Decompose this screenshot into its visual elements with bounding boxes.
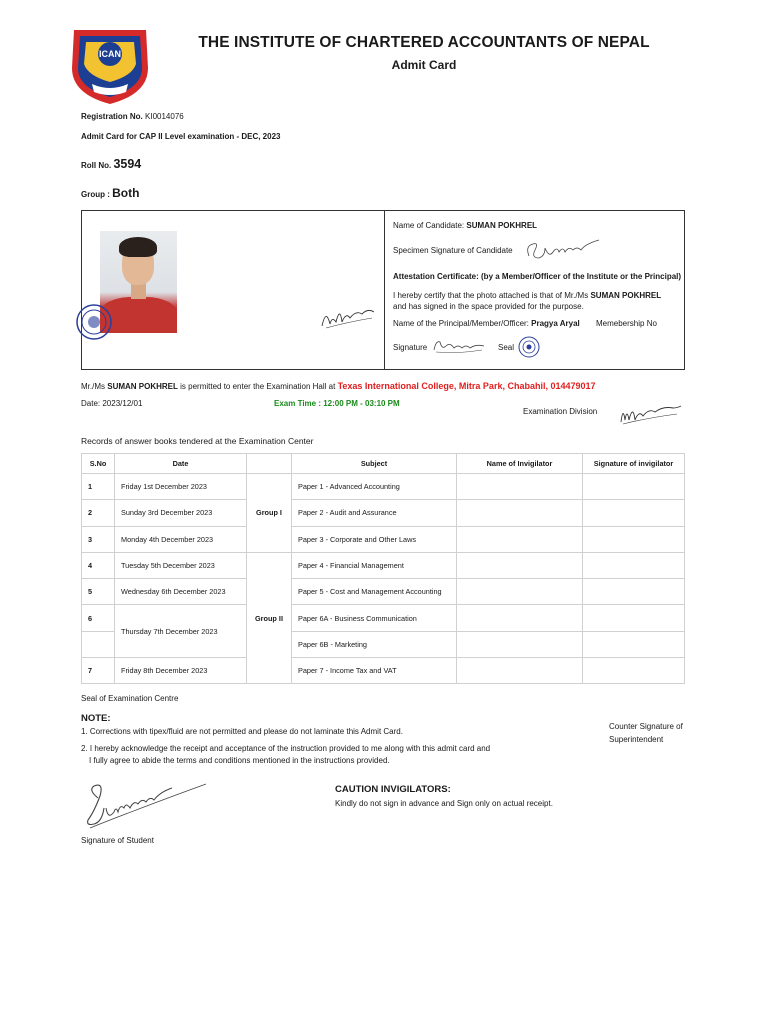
candidate-name-line [393, 221, 537, 230]
exam-time: Exam Time : 12:00 PM - 03:10 PM [274, 399, 400, 408]
membership-label: Memebership No [596, 319, 657, 328]
row-invigilator-signature [583, 658, 685, 684]
candidate-name-value: SUMAN POKHREL [466, 221, 538, 230]
row-invigilator-signature [583, 579, 685, 605]
attestation-heading: Attestation Certificate: (by a Member/Officer of the Institute or the Principal) [393, 272, 682, 281]
doc-title: Admit Card [391, 58, 457, 72]
counter-signature-label [609, 720, 699, 746]
principal-signature-label: Signature [393, 343, 428, 352]
permission-line [81, 381, 596, 391]
issue-date [81, 399, 142, 408]
exam-division-signature [617, 398, 683, 426]
row-invigilator-name [457, 500, 583, 526]
row-subject: Paper 3 - Corporate and Other Laws [292, 526, 457, 552]
specimen-signature-label: Specimen Signature of Candidate [393, 246, 513, 255]
row-date: Thursday 7th December 2023 [115, 605, 247, 658]
row-invigilator-signature [583, 631, 685, 657]
principal-signature [430, 336, 488, 356]
row-sno: 4 [82, 552, 115, 578]
counter-line-1: Counter Signature of [609, 722, 683, 731]
row-subject: Paper 4 - Financial Management [292, 552, 457, 578]
note-2-line-1: 2. I hereby acknowledge the receipt and acceptance of the instruction provided to me along with this admit card and [81, 744, 491, 753]
institution-seal-icon [75, 303, 113, 341]
principal-value: Pragya Aryal [531, 319, 580, 328]
roll-value: 3594 [113, 157, 142, 171]
permission-prefix: Mr./Ms [81, 382, 105, 391]
note-2-line-2: I fully agree to abide the terms and conditions mentioned in the instructions provided. [89, 756, 390, 765]
table-row [82, 552, 685, 578]
row-invigilator-name [457, 526, 583, 552]
row-subject: Paper 6A - Business Communication [292, 605, 457, 631]
attestation-name: SUMAN POKHREL [590, 291, 662, 300]
candidate-name-label: Name of Candidate: [393, 221, 465, 230]
attestation-pre: I hereby certify that the photo attached is that of Mr./Ms [393, 291, 589, 300]
col-invigilator-signature: Signature of invigilator [583, 454, 685, 474]
col-invigilator-name: Name of Invigilator [457, 454, 583, 474]
row-sno: 1 [82, 474, 115, 500]
row-invigilator-name [457, 552, 583, 578]
group-value: Both [112, 186, 140, 200]
attestor-signature [318, 296, 378, 332]
row-sno: 6 [82, 605, 115, 631]
records-caption: Records of answer books tendered at the Examination Center [81, 436, 314, 446]
row-date: Monday 4th December 2023 [115, 526, 247, 552]
row-subject: Paper 5 - Cost and Management Accounting [292, 579, 457, 605]
row-date: Friday 1st December 2023 [115, 474, 247, 500]
permission-name: SUMAN POKHREL [107, 382, 178, 391]
date-value: 2023/12/01 [102, 399, 143, 408]
row-invigilator-signature [583, 500, 685, 526]
row-invigilator-signature [583, 552, 685, 578]
row-subject: Paper 6B - Marketing [292, 631, 457, 657]
college-seal-icon [518, 336, 540, 358]
specimen-signature [523, 236, 603, 262]
note-1: 1. Corrections with tipex/fluid are not permitted and please do not laminate this Admit Card. [81, 727, 403, 736]
table-row [82, 526, 685, 552]
table-row [82, 605, 685, 631]
seal-label: Seal [498, 343, 515, 352]
principal-label: Name of the Principal/Member/Officer: [393, 319, 529, 328]
row-subject: Paper 2 - Audit and Assurance [292, 500, 457, 526]
row-sno: 2 [82, 500, 115, 526]
exam-division-label: Examination Division [523, 407, 598, 416]
col-subject: Subject [292, 454, 457, 474]
row-sno [82, 631, 115, 657]
principal-line [393, 319, 580, 328]
caution-text: Kindly do not sign in advance and Sign only on actual receipt. [335, 799, 553, 808]
row-invigilator-signature [583, 526, 685, 552]
records-table [81, 453, 685, 684]
table-row [82, 500, 685, 526]
registration-value: KI0014076 [145, 112, 184, 121]
row-invigilator-name [457, 579, 583, 605]
logo-text: ICAN [99, 49, 121, 59]
col-group [247, 454, 292, 474]
row-sno: 3 [82, 526, 115, 552]
records-header-row [82, 454, 685, 474]
row-date: Wednesday 6th December 2023 [115, 579, 247, 605]
permission-middle: is permitted to enter the Examination Hall at [180, 382, 336, 391]
attestation-post: and has signed in the space provided for the purpose. [393, 302, 584, 311]
note-heading: NOTE: [81, 713, 111, 724]
group-line [81, 186, 139, 200]
roll-label: Roll No. [81, 161, 112, 170]
counter-line-2: Superintendent [609, 735, 664, 744]
caution-heading: CAUTION INVIGILATORS: [335, 784, 451, 795]
row-date: Sunday 3rd December 2023 [115, 500, 247, 526]
row-sno: 7 [82, 658, 115, 684]
row-invigilator-name [457, 631, 583, 657]
date-label: Date: [81, 399, 101, 408]
table-row [82, 658, 685, 684]
row-invigilator-name [457, 474, 583, 500]
group-label: Group : [81, 190, 110, 199]
table-row [82, 579, 685, 605]
student-signature-label: Signature of Student [81, 836, 154, 845]
group-cell: Group II [247, 552, 292, 683]
col-sno: S.No [82, 454, 115, 474]
registration-label: Registration No. [81, 112, 143, 121]
roll-line [81, 157, 141, 171]
row-invigilator-signature [583, 605, 685, 631]
student-signature [80, 778, 210, 836]
group-cell: Group I [247, 474, 292, 553]
registration-line [81, 112, 184, 121]
org-title: THE INSTITUTE OF CHARTERED ACCOUNTANTS OF NEPAL [198, 34, 650, 51]
row-subject: Paper 7 - Income Tax and VAT [292, 658, 457, 684]
row-invigilator-name [457, 605, 583, 631]
seal-exam-centre-label: Seal of Examination Centre [81, 694, 179, 703]
attestation-text [393, 290, 673, 312]
row-sno: 5 [82, 579, 115, 605]
exam-venue: Texas International College, Mitra Park, Chabahil, 014479017 [337, 381, 596, 391]
row-subject: Paper 1 - Advanced Accounting [292, 474, 457, 500]
card-divider [384, 210, 385, 370]
row-date: Tuesday 5th December 2023 [115, 552, 247, 578]
row-date: Friday 8th December 2023 [115, 658, 247, 684]
col-date: Date [115, 454, 247, 474]
table-row [82, 474, 685, 500]
row-invigilator-signature [583, 474, 685, 500]
exam-line: Admit Card for CAP II Level examination - DEC, 2023 [81, 132, 281, 141]
note-2 [81, 743, 521, 767]
row-invigilator-name [457, 658, 583, 684]
